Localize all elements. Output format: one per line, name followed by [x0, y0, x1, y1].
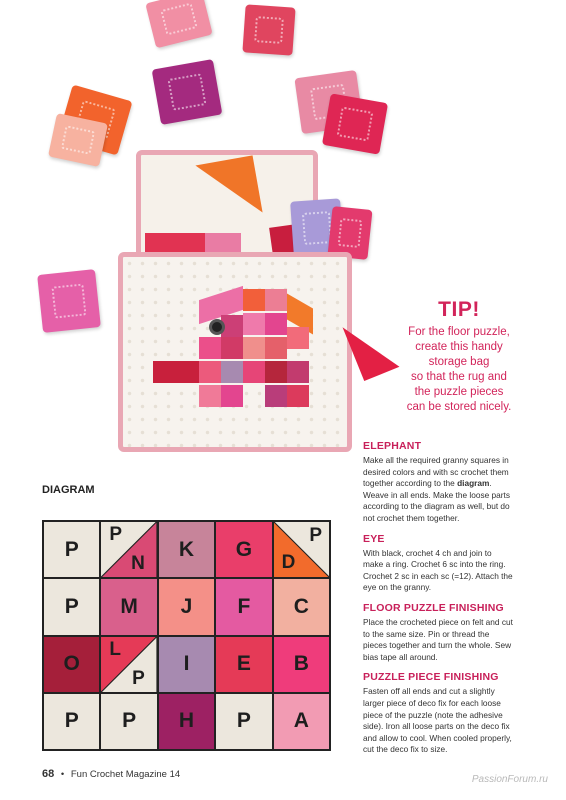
diagram-cell — [44, 579, 99, 634]
diagram-cell — [274, 522, 329, 577]
section-title: EYE — [363, 532, 385, 545]
granny-square — [48, 113, 108, 167]
section-body: Place the crocheted piece on felt and cut to the same size. Pin or thread the pieces together and turn the whole. Sew bias tape all around. — [363, 616, 513, 662]
section-body: With black, crochet 4 ch and join to make a ring. Crochet 6 sc into the ring. Crochet 2 sc in each sc (=12). Attach the eye on the granny. — [363, 547, 513, 593]
magazine-name: Fun Crochet Magazine 14 — [70, 769, 181, 780]
cell-label: A — [293, 709, 309, 733]
cell-label: P — [236, 709, 251, 733]
cell-label: L — [109, 638, 121, 660]
diagram-cell — [274, 694, 329, 749]
cell-label: O — [63, 652, 80, 676]
cell-label: H — [178, 709, 195, 733]
cell-label: P — [64, 594, 79, 618]
granny-square — [152, 59, 223, 125]
section-title: FLOOR PUZZLE FINISHING — [363, 601, 504, 614]
diagram-cell — [101, 637, 156, 692]
diagram-cell — [44, 694, 99, 749]
diagram-cell — [159, 637, 214, 692]
cell-label: P — [64, 537, 79, 561]
cell-label: P — [132, 667, 145, 689]
cell-label: K — [178, 537, 195, 561]
diagram-cell — [101, 579, 156, 634]
footer-bullet: • — [60, 769, 65, 780]
tip-box — [404, 298, 514, 415]
diagram-cell — [216, 694, 271, 749]
section-eye — [363, 533, 513, 594]
section-elephant — [363, 440, 513, 525]
cell-label: P — [309, 525, 322, 546]
section-body: Make all the required granny squares in desired colors and with sc crochet them together according to the diagram. Weave in all ends. Make the loose parts according to the diagram as well, but do not crochet them together. — [363, 455, 510, 523]
diagram-cell — [44, 522, 99, 577]
cell-label: M — [120, 594, 138, 618]
diagram-cell — [44, 637, 99, 692]
cell-label: G — [235, 537, 253, 561]
storage-bag-front — [118, 252, 352, 452]
diagram-cells — [44, 522, 329, 749]
cell-label: I — [183, 652, 190, 676]
diagram-cell — [274, 579, 329, 634]
cell-label: J — [180, 594, 193, 618]
watermark: PassionForum.ru — [471, 774, 548, 785]
cell-label: N — [131, 553, 145, 575]
page-number: 68 — [42, 768, 55, 780]
orange-triangle-piece — [195, 155, 262, 222]
section-title: PUZZLE PIECE FINISHING — [363, 671, 499, 684]
elephant-eye — [209, 319, 225, 335]
granny-square — [322, 93, 388, 154]
diagram-cell — [216, 637, 271, 692]
diagram-cell — [159, 579, 214, 634]
section-floor-puzzle-finishing — [363, 602, 513, 663]
diagram-heading: DIAGRAM — [42, 484, 95, 496]
diagram-cell — [101, 522, 156, 577]
diagram-cell — [101, 694, 156, 749]
cell-label: F — [237, 594, 251, 618]
cell-label: B — [293, 652, 309, 676]
section-title: ELEPHANT — [363, 440, 422, 452]
tip-text: For the floor puzzle, create this handy storage bag so that the rug and the puzzle pieces can be stored nicely. — [406, 326, 512, 413]
section-puzzle-piece-finishing — [363, 671, 513, 756]
cell-label: E — [236, 652, 251, 676]
cell-label: C — [293, 594, 309, 618]
granny-square — [37, 269, 101, 333]
tip-title: TIP! — [438, 298, 480, 321]
section-body: Fasten off all ends and cut a slightly larger piece of deco fix for each loose piece of the puzzle (note the adhesive side). Iron all loose parts on the deco fix and allow to cool. When cooled properly, cut the deco fix to size. — [363, 686, 512, 755]
diagram-cell — [159, 694, 214, 749]
cell-label: P — [122, 709, 137, 733]
diagram-cell — [216, 522, 271, 577]
cell-label: P — [109, 524, 123, 545]
diagram-cell — [159, 522, 214, 577]
diagram-grid — [42, 520, 331, 751]
cell-label: P — [64, 709, 79, 733]
cell-label: D — [281, 552, 296, 574]
granny-square — [145, 0, 212, 48]
page-footer — [42, 768, 180, 780]
diagram-cell — [216, 579, 271, 634]
granny-square — [242, 4, 295, 55]
diagram-cell — [274, 637, 329, 692]
instructions — [363, 440, 513, 764]
